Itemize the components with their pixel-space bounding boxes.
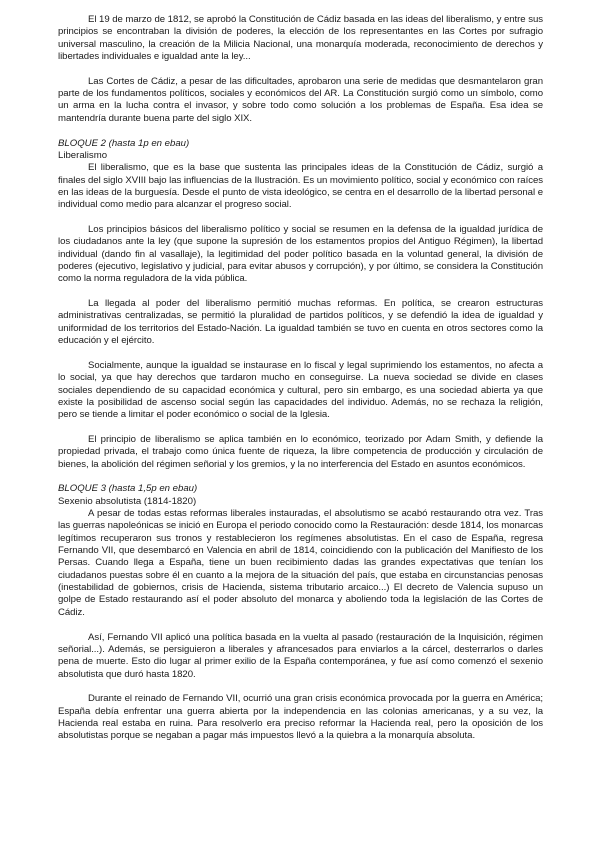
bloque3-label: BLOQUE 3 (hasta 1,5p en ebau) [58, 483, 198, 495]
bloque2-paragraph: El principio de liberalismo se aplica también en lo económico, teorizado por Adam Smith, y defiende la propiedad privada, el trabajo como única fuente de riqueza, la libre competencia de producción y circulación de bienes, la abolición del régimen señorial y los gremios, y la no interferencia del Estado en asuntos económicos. [58, 433, 543, 470]
document-page [58, 14, 543, 743]
bloque3-paragraph: A pesar de todas estas reformas liberales instauradas, el absolutismo se acabó restaurando otra vez. Tras las guerras napoleónicas se inició en Europa el periodo conocido como la Restauración: desde 1814, los monarcas legítimos recuperaron sus tronos y restablecieron los regímenes absolutistas. En el caso de España, regresa Fernando VII, que desembarcó en Valencia en abril de 1814, coincidiendo con la publicación del Manifiesto de los Persas. Cuando llega a España, tiene un buen recibimiento dadas las grandes expectativas que tenían los ciudadanos puestas sobre él en cuanto a la mejora de la situación del país, que estaba en circunstancias penosas (inestabilidad de gobiernos, crisis de Hacienda, sistema tributario arcaico...) El decreto de Valencia supuso un golpe de Estado restaurando así el poder absoluto del monarca y aboliendo toda la legislación de las Cortes de Cádiz. [58, 508, 543, 618]
intro-paragraph-constitucion: El 19 de marzo de 1812, se aprobó la Constitución de Cádiz basada en las ideas del liberalismo, y entre sus principios se encontraban la división de poderes, la elección de los representantes en las Cortes por sufragio universal masculino, la creación de la Milicia Nacional, una monarquía moderada, reconocimiento de derechos y libertades individuales e igualdad ante la ley... [58, 14, 543, 63]
bloque2-title: Liberalismo [58, 149, 108, 161]
intro-paragraph-cortes: Las Cortes de Cádiz, a pesar de las dificultades, aprobaron una serie de medidas que desmantelaron gran parte de los fundamentos políticos, sociales y económicos del AR. La Constitución surgió como un símbolo, como un arma en la lucha contra el invasor, y sobre todo como solución a los problemas de España. Esa idea se mantendría durante buena parte del siglo XIX. [58, 75, 543, 124]
bloque3-paragraph: Durante el reinado de Fernando VII, ocurrió una gran crisis económica provocada por la guerra en América; España debía enfrentar una guerra abierta por la independencia en las colonias americanas, y a su vez, la Hacienda real estaba en ruina. Para resolverlo era preciso reformar la Hacienda real, pero la oposición de los absolutistas porque se negaban a pagar más impuestos llevó a la quiebra a la monarquía absoluta. [58, 693, 543, 742]
bloque2-label: BLOQUE 2 (hasta 1p en ebau) [58, 137, 190, 149]
bloque3-paragraph: Así, Fernando VII aplicó una política basada en la vuelta al pasado (restauración de la Inquisición, régimen señorial...). Además, se persiguieron a liberales y afrancesados para enviarlos a la cárcel, desterrarlos o darles pena de muerte. Esto dio lugar al primer exilio de la España contemporánea, y fue así como comenzó el sexenio absolutista que duró hasta 1820. [58, 631, 543, 680]
bloque2-paragraph: La llegada al poder del liberalismo permitió muchas reformas. En política, se crearon estructuras administrativas centralizadas, se permitió la pluralidad de partidos políticos, y se defendió la idea de igualdad y uniformidad de los territorios del Estado-Nación. La igualdad también se tuvo en cuenta en otros sectores como la educación y el ejército. [58, 298, 543, 347]
bloque2-paragraph: El liberalismo, que es la base que sustenta las principales ideas de la Constitución de Cádiz, surgió a finales del siglo XVIII bajo las influencias de la Ilustración. Es un movimiento político, social y económico con raíces en las ideas de la burguesía. Desde el punto de vista ideológico, se centra en el desarrollo de la libertad personal e individual como medio para alcanzar el progreso social. [58, 162, 543, 211]
bloque2-paragraph: Los principios básicos del liberalismo político y social se resumen en la defensa de la igualdad jurídica de los ciudadanos ante la ley (que supone la supresión de los estamentos propios del Antiguo Régimen), la libertad individual (dando fin al vasallaje), la legitimidad del poder político basada en la voluntad general, la división de poderes (ejecutivo, legislativo y judicial, para evitar abusos y corrupción), y por último, se considera la Constitución como la norma reguladora de la vida pública. [58, 223, 543, 285]
bloque3-title: Sexenio absolutista (1814-1820) [58, 495, 197, 507]
bloque2-paragraph: Socialmente, aunque la igualdad se instaurase en lo fiscal y legal suprimiendo los estamentos, no afecta a lo social, ya que hay derechos que tardaron mucho en conseguirse. La nueva sociedad se divide en clases sociales dependiendo de su capacidad económica y cultural, pero sin embargo, es una sociedad abierta ya que existe la posibilidad de ascenso social según las capacidades del individuo. Además, no se rechaza la religión, pero se tiende a limitar el poder económico o social de la Iglesia. [58, 359, 543, 421]
